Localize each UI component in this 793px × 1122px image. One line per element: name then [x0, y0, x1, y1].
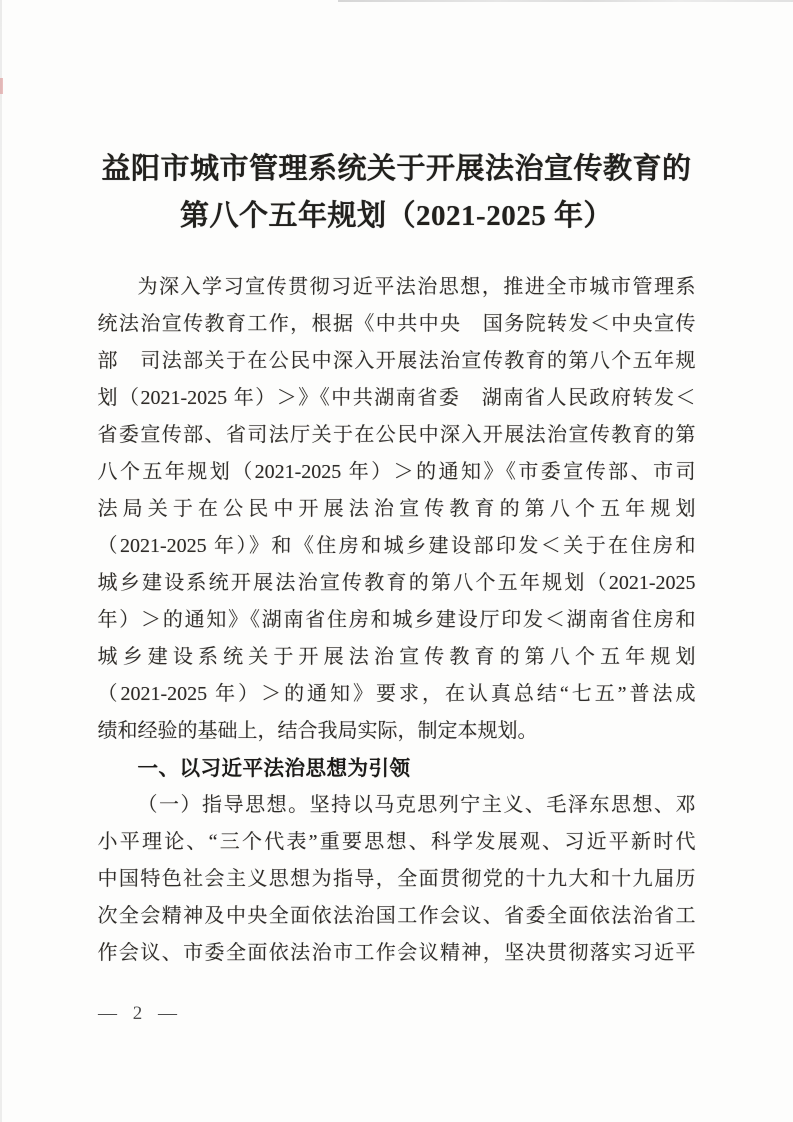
paragraph-line: 城乡建设系统关于开展法治宣传教育的第八个五年规划 [97, 646, 696, 668]
page-number: — 2 — [98, 1003, 179, 1024]
paragraph-line: （一）指导思想。坚持以马克思列宁主义、毛泽东思想、邓 [137, 794, 696, 816]
paragraph-line: 八个五年规划（2021-2025 年）＞的通知》《市委宣传部、市司 [97, 461, 696, 483]
document-title-line-2: 第八个五年规划（2021-2025 年） [180, 200, 613, 232]
paragraph-line: 城乡建设系统开展法治宣传教育的第八个五年规划（2021-2025 [97, 572, 696, 594]
paragraph-line: （2021-2025 年）＞的通知》要求，在认真总结“七五”普法成 [97, 683, 696, 705]
paragraph-line: （2021-2025 年）》和《住房和城乡建设部印发＜关于在住房和 [97, 535, 696, 557]
document-title [0, 146, 793, 240]
section-heading: 一、以习近平法治思想为引领 [137, 756, 411, 780]
paragraph-line: 法局关于在公民中开展法治宣传教育的第八个五年规划 [97, 498, 696, 520]
paragraph-line: 作会议、市委全面依法治市工作会议精神，坚决贯彻落实习近平 [97, 942, 696, 964]
paragraph-line: 统法治宣传教育工作，根据《中共中央 国务院转发＜中央宣传 [97, 313, 696, 335]
paragraph-line: 部 司法部关于在公民中深入开展法治宣传教育的第八个五年规 [97, 350, 696, 372]
document-body [98, 269, 696, 972]
paragraph-line: 为深入学习宣传贯彻习近平法治思想，推进全市城市管理系 [137, 276, 696, 298]
paragraph-line: 小平理论、“三个代表”重要思想、科学发展观、习近平新时代 [97, 831, 696, 853]
document-title-line-1: 益阳市城市管理系统关于开展法治宣传教育的 [101, 153, 692, 185]
paragraph-line: 年）＞的通知》《湖南省住房和城乡建设厅印发＜湖南省住房和 [97, 609, 696, 631]
paragraph-line: 省委宣传部、省司法厅关于在公民中深入开展法治宣传教育的第 [97, 424, 696, 446]
paragraph-line: 绩和经验的基础上，结合我局实际，制定本规划。 [97, 720, 538, 742]
paragraph-line: 中国特色社会主义思想为指导，全面贯彻党的十九大和十九届历 [97, 868, 696, 890]
paragraph-line: 划（2021-2025 年）＞》《中共湖南省委 湖南省人民政府转发＜ [97, 387, 696, 409]
paragraph-line: 次全会精神及中央全面依法治国工作会议、省委全面依法治省工 [97, 905, 696, 927]
